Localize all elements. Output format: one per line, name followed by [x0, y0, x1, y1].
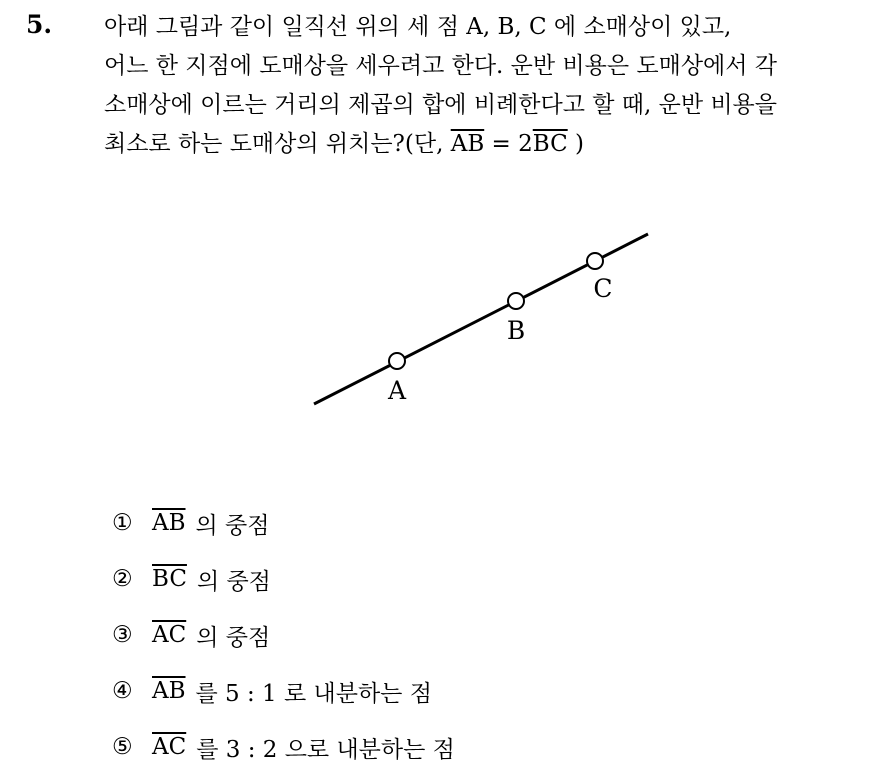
choice-3-segment: $\overline{AC}$: [152, 622, 187, 648]
choice-1-segment: $\overline{AB}$: [152, 510, 186, 536]
choice-1-text: 의 중점: [195, 512, 270, 539]
choice-2-segment: $\overline{BC}$: [152, 566, 187, 592]
choice-4[interactable]: [112, 663, 455, 719]
condition-segment-ab: $\overline{AB}$: [450, 131, 485, 157]
condition-close: ): [567, 131, 584, 157]
choice-2[interactable]: [112, 551, 455, 607]
condition-equals: = 2: [484, 131, 533, 157]
point-a-marker: [389, 353, 405, 369]
point-b-marker: [508, 293, 524, 309]
choice-4-segment: $\overline{AB}$: [152, 678, 186, 704]
choice-5-segment: $\overline{AC}$: [152, 734, 187, 760]
choice-3[interactable]: [112, 607, 455, 663]
choice-list: [112, 495, 455, 775]
choice-4-text: 를 5 : 1 로 내분하는 점: [195, 680, 432, 707]
choice-3-number: ③: [112, 622, 133, 648]
choice-2-number: ②: [112, 566, 133, 592]
choice-5-text: 를 3 : 2 으로 내분하는 점: [196, 736, 455, 763]
question-number: 5.: [26, 10, 53, 39]
condition-segment-bc: $\overline{BC}$: [532, 131, 568, 157]
point-c-marker: [587, 253, 603, 269]
choice-5[interactable]: [112, 719, 455, 775]
question-line-1: 아래 그림과 같이 일직선 위의 세 점 A, B, C 에 소매상이 있고,: [104, 14, 732, 40]
choice-1[interactable]: [112, 495, 455, 551]
point-a-label: A: [387, 376, 407, 405]
choice-4-number: ④: [112, 678, 133, 704]
point-c-label: C: [593, 274, 613, 303]
question-line-2: 어느 한 지점에 도매상을 세우려고 한다. 운반 비용은 도매상에서 각: [104, 53, 777, 79]
choice-2-text: 의 중점: [196, 568, 271, 595]
choice-3-text: 의 중점: [196, 624, 271, 651]
choice-1-number: ①: [112, 510, 133, 536]
question-line-4: [104, 125, 874, 164]
question-line-3: 소매상에 이르는 거리의 제곱의 합에 비례한다고 할 때, 운반 비용을: [104, 92, 777, 118]
question-text: [104, 8, 874, 164]
line-figure: [300, 220, 680, 420]
point-b-label: B: [506, 316, 526, 345]
choice-5-number: ⑤: [112, 734, 133, 760]
question-line-4-text: 최소로 하는 도매상의 위치는?(단,: [104, 131, 451, 157]
